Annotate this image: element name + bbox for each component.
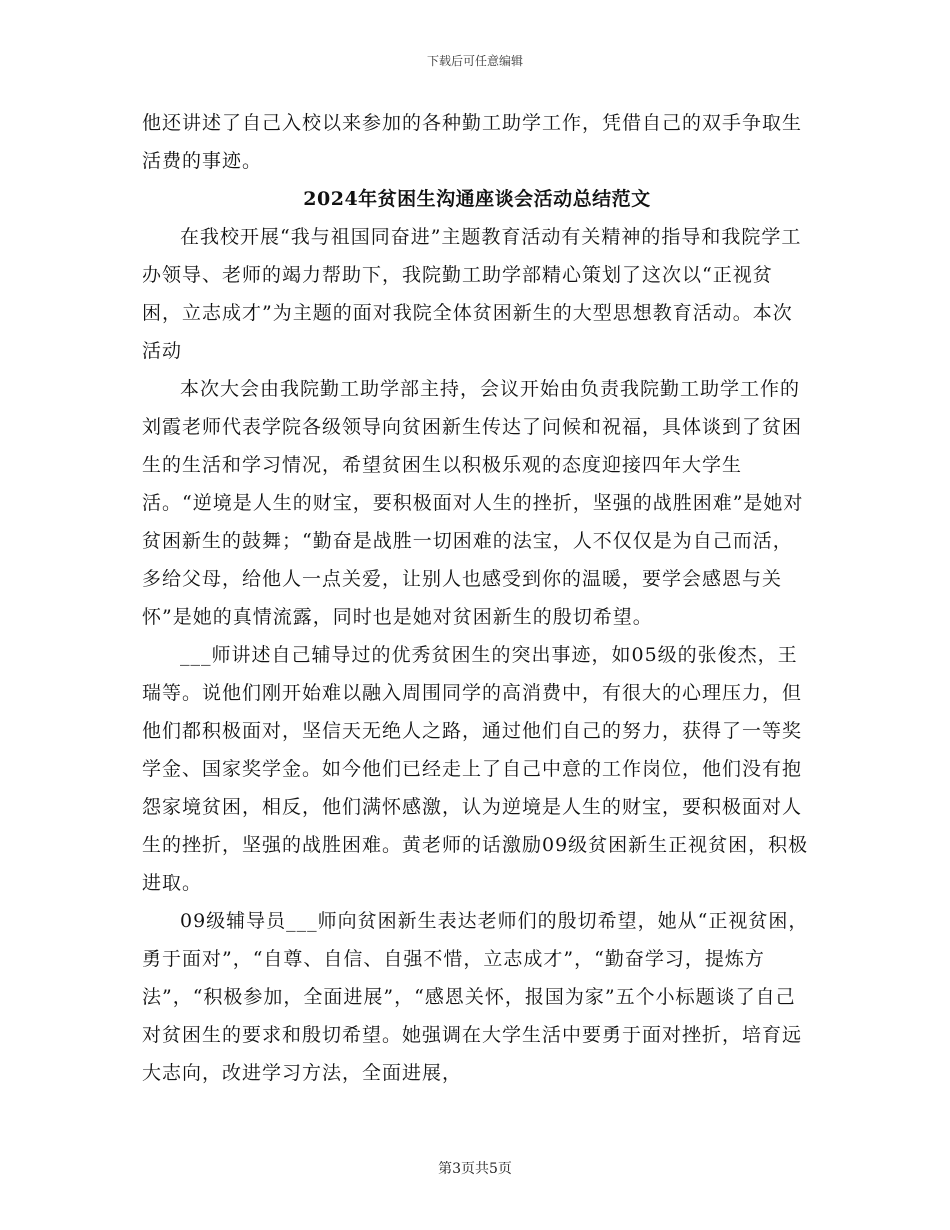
document-title: 2024年贫困生沟通座谈会活动总结范文 — [303, 188, 651, 210]
page-footer: 第3页共5页 — [438, 1161, 512, 1177]
paragraph-3: ___师讲述自己辅导过的优秀贫困生的突出事迹，如05级的张俊杰，王瑞等。说他们刚开始难以融入周围同学的高消费中，有很大的心理压力，但他们都积极面对，坚信天无绝人之路，通过他们自己的努力，获得了一等奖学金、国家奖学金。如今他们已经走上了自己中意的工作岗位，他们没有抱怨家境贫困，相反，他们满怀感激，认为逆境是人生的财宝，要积极面对人生的挫折，坚强的战胜困难。黄老师的话激励09级贫困新生正视贫困，积极进取。 — [142, 644, 809, 894]
document-body — [142, 104, 812, 1092]
paragraph-1: 在我校开展“我与祖国同奋进”主题教育活动有关精神的指导和我院学工办领导、老师的竭力帮助下，我院勤工助学部精心策划了这次以“正视贫困，立志成才”为主题的面对我院全体贫困新生的大型思想教育活动。本次活动 — [142, 226, 802, 362]
intro-paragraph: 他还讲述了自己入校以来参加的各种勤工助学工作，凭借自己的双手争取生活费的事迹。 — [142, 112, 803, 172]
page-header: 下载后可任意编辑 — [426, 54, 523, 68]
paragraph-4: 09级辅导员___师向贫困新生表达老师们的殷切希望，她从“正视贫困，勇于面对”，“自尊、自信、自强不惜，立志成才”，“勤奋学习，提炼方法”，“积极参加，全面进展”，“感恩关怀，报国为家”五个小标题谈了自己对贫困生的要求和殷切希望。她强调在大学生活中要勇于面对挫折，培育远大志向，改进学习方法，全面进展， — [142, 910, 809, 1084]
paragraph-2: 本次大会由我院勤工助学部主持，会议开始由负责我院勤工助学工作的刘霞老师代表学院各级领导向贫困新生传达了问候和祝福，具体谈到了贫困生的生活和学习情况，希望贫困生以积极乐观的态度迎接四年大学生活。“逆境是人生的财宝，要积极面对人生的挫折，坚强的战胜困难”是她对贫困新生的鼓舞；“勤奋是战胜一切困难的法宝，人不仅仅是为自己而活，多给父母，给他人一点关爱，让别人也感受到你的温暖，要学会感恩与关怀”是她的真情流露，同时也是她对贫困新生的殷切希望。 — [142, 378, 804, 628]
